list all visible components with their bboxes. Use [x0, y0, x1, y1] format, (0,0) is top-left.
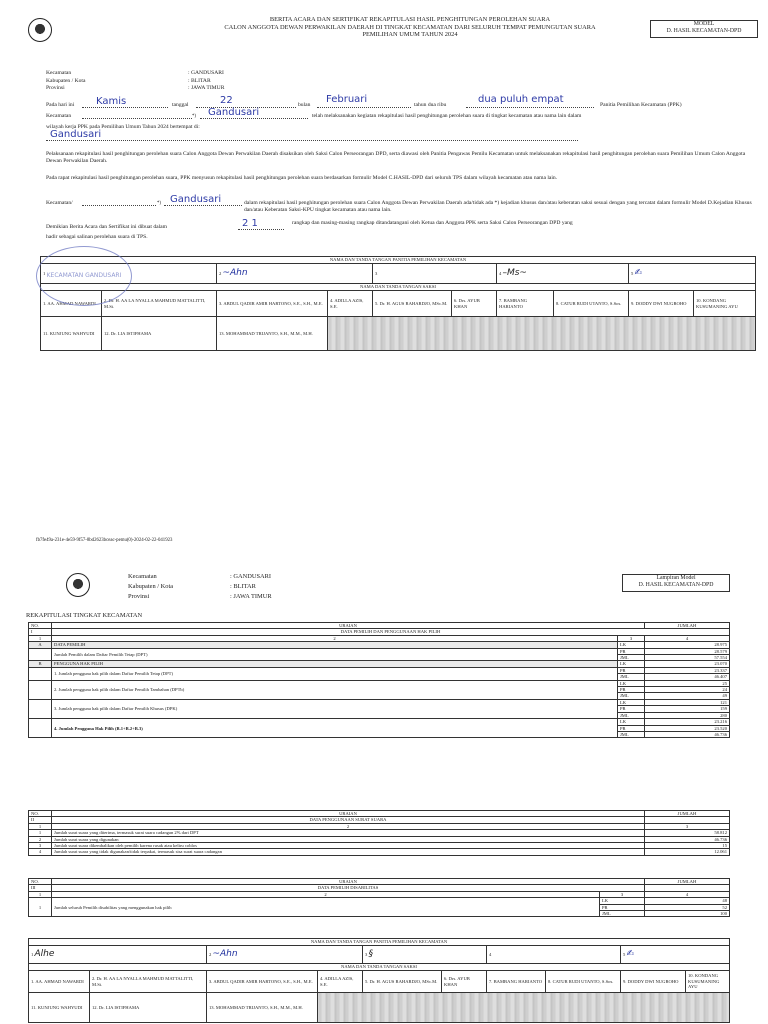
ppk-signature-3-p2: §: [368, 948, 373, 959]
kecamatan-line-2: [200, 118, 308, 119]
p4-text-2: dalam rekapitulasi hasil penghitungan perolehan suara Calon Anggota Dewan Perwakilan Daerah ada/tidak ada *) kejadian khusus dan/atau keberatan saksi sesuai dengan yang tercatat dalam formulir Model D.Kejadian Khusus dan/atau Keberatan Saksi-KPU tingkat kecamatan atau nama lain.: [244, 200, 752, 213]
model-line-1: MODEL: [693, 21, 715, 27]
p5-text-2: rangkap dan masing-masing rangkap ditandatangani oleh Ketua dan Anggota PPK serta Saksi Calon Perseorangan DPD yang: [292, 220, 573, 226]
saksi-13-p2: 13. MOHAMMAD TRIJANTO, S.H., M.M., M.H.: [207, 993, 318, 1023]
t1-row-b4-blank: [29, 719, 52, 738]
t2-header-sub: DATA PENGGUNAAN SURAT SUARA: [52, 817, 645, 823]
title-line-1: BERITA ACARA DAN SERTIFIKAT REKAPITULASI HASIL PENGHITUNGAN PEROLEHAN SUARA: [269, 16, 551, 23]
p1-text-2: tanggal: [172, 102, 189, 108]
p1-text-3: bulan: [298, 102, 311, 108]
saksi-11: 11. KUNJUNG WAHYUDI: [41, 317, 102, 351]
saksi-2: 2. Dr. H. AA LA NYALLA MAHMUD MATTALITTI, M.Si.: [102, 291, 217, 317]
saksi-1-p2: 1. AA. AHMAD NAWARDI: [29, 971, 90, 993]
t3-lk-value: 48: [645, 898, 730, 904]
t3-colnum-4: 4: [645, 891, 730, 897]
saksi-8: 8. CATUR RUDI UTANTO, S.Sos.: [554, 291, 629, 317]
p1-text-7: telah melaksanakan kegiatan rekapitulasi hasil penghitungan perolehan suara di tingkat kecamatan atau nama lain dalam: [312, 113, 582, 119]
t2-colnum-3: 3: [645, 823, 730, 829]
tempat-line: [46, 140, 578, 141]
kecamatan-value: : GANDUSARI: [188, 70, 224, 76]
model-line-2: D. HASIL KECAMATAN-DPD: [666, 28, 742, 34]
t3-header-sub: DATA PEMILIH DISABILITAS: [52, 885, 645, 891]
document-title: [170, 16, 650, 39]
t1-row-b3-jml-label: JML: [618, 712, 645, 718]
ppk-slot-4-p2: [487, 946, 621, 964]
t1-row-b4-lk-label: LK: [618, 719, 645, 725]
t1-row-b1-lk-label: LK: [618, 661, 645, 667]
t1-colnum-4: 4: [645, 635, 730, 641]
kabupaten-value: : BLITAR: [188, 77, 211, 84]
t1-row-b1-lk-value: 23.070: [645, 661, 730, 667]
kpu-logo: [28, 18, 52, 42]
tahun-handwritten: dua puluh empat: [478, 94, 564, 105]
t1-row-b1-pr-value: 23.337: [645, 667, 730, 673]
p4-kecamatan-handwritten: Gandusari: [170, 194, 222, 205]
table-disabilitas: [28, 878, 730, 917]
redacted-area-page1: [328, 317, 756, 351]
ppk-slot-5-num-p2: 5: [623, 951, 626, 957]
title-line-2: CALON ANGGOTA DEWAN PERWAKILAN DAERAH DI TINGKAT KECAMATAN DARI SELURUH TEMPAT PEMUNGUTAN SUARA: [224, 23, 596, 31]
saksi-6: 6. Drs. AYUB KHAN: [452, 291, 497, 317]
provinsi-label-p2: Provinsi: [128, 593, 150, 600]
saksi-12: 12. Dr. LIA ISTIFHAMA: [102, 317, 217, 351]
p4-text-1: Kecamatan/: [46, 200, 73, 206]
t1-row-b4-pr-value: 23.520: [645, 725, 730, 731]
t1-colnum-2: 2: [52, 635, 618, 641]
t1-row-b1-item: 1. Jumlah pengguna hak pilih dalam Daftar Pemilih Tetap (DPT): [52, 667, 618, 680]
t2-row-1-no: 1: [29, 830, 52, 836]
t1-row-a-blank: [29, 648, 52, 661]
ppk-slot-2-num: 2: [219, 270, 222, 276]
saksi-11-p2: 11. KUNJUNG WAHYUDI: [29, 993, 90, 1023]
t2-row-4-value: 12.061: [645, 849, 730, 855]
kecamatan-label-p2: Kecamatan: [128, 573, 157, 580]
provinsi-value-p2: : JAWA TIMUR: [230, 593, 272, 600]
document-id: fb7fe49a-231e-4e59-9f57-8bd2623bceac-pemu(0)-2024-02-22-041923: [36, 538, 173, 543]
ppk-slot-5-num: 5: [631, 270, 634, 276]
ppk-title: NAMA DAN TANDA TANGAN PANITIA PEMILIHAN KECAMATAN: [41, 257, 756, 264]
tanggal-handwritten: 22: [220, 95, 233, 106]
p4-line-2: [164, 205, 242, 206]
tempat-handwritten: Gandusari: [50, 129, 102, 140]
t3-colnum-1: 1: [29, 891, 52, 897]
kecamatan-handwritten: Gandusari: [208, 107, 260, 118]
signature-table-page2: [28, 938, 730, 1023]
t2-roman: II: [29, 817, 52, 823]
p4-line-1: [82, 205, 156, 206]
t1-row-b2-jml-label: JML: [618, 693, 645, 699]
saksi-8-p2: 8. CATUR RUDI UTANTO, S.Sos.: [546, 971, 621, 993]
t1-row-a-jml-value: 57.554: [645, 655, 730, 661]
t1-row-a-lk-value: 28.975: [645, 642, 730, 648]
t3-header-no: NO.: [29, 879, 52, 885]
saksi-5: 5. Dr. H. AGUS RAHARDJO, MSc.M.: [373, 291, 452, 317]
t3-colnum-3: 3: [600, 891, 645, 897]
ppk-slot-2: [217, 264, 373, 284]
signature-table-page1: [40, 256, 756, 351]
t3-header-jumlah: JUMLAH: [645, 879, 730, 885]
paragraph-3: Pada rapat rekapitulasi hasil penghitungan perolehan suara, PPK menyusun rekapitulasi hasil penghitungan perolehan suara berdasarkan formulir Model C.HASIL-DPD dari seluruh TPS dalam wilayah kecamatan atau nama lain.: [46, 175, 558, 181]
t2-row-2-no: 2: [29, 836, 52, 842]
t1-row-b-no: B: [29, 661, 52, 667]
saksi-6-p2: 6. Drs. AYUB KHAN: [442, 971, 487, 993]
rangkap-handwritten: 2 1: [242, 218, 258, 229]
t2-header-jumlah: JUMLAH: [645, 811, 730, 817]
p1-text-8: wilayah kerja PPK pada Pemilihan Umum Tahun 2024 bertempat di:: [46, 124, 200, 130]
saksi-10: 10. KONDANG KUSUMANING AYU: [694, 291, 756, 317]
t1-row-b2-jml-value: 49: [645, 693, 730, 699]
t1-row-b4-pr-label: PR: [618, 725, 645, 731]
saksi-7: 7. BAMBANG HARIANTO: [497, 291, 554, 317]
t1-row-b1-blank: [29, 667, 52, 680]
kecamatan-line-1: [82, 118, 192, 119]
ppk-signature-2: ~Ahn: [222, 267, 248, 278]
ppk-slot-1-num: 1: [43, 270, 46, 276]
t1-header-jumlah: JUMLAH: [645, 623, 730, 629]
t1-row-a-jml-label: JML: [618, 655, 645, 661]
p1-text-4: tahun dua ribu: [414, 102, 447, 108]
ppk-slot-3-p2: [363, 946, 487, 964]
saksi-9-p2: 9. DODDY DWI NUGROHO: [621, 971, 686, 993]
saksi-2-p2: 2. Dr. H. AA LA NYALLA MAHMUD MATTALITTI, M.Si.: [90, 971, 207, 993]
t1-row-a-pr-label: PR: [618, 648, 645, 654]
t3-lk-label: LK: [600, 898, 645, 904]
p1-text-6: Kecamatan: [46, 113, 72, 119]
ppk-slot-2-num-p2: 2: [209, 951, 212, 957]
kpu-logo-page2: [66, 573, 90, 597]
t1-colnum-1: 1: [29, 635, 52, 641]
t1-row-b3-lk-label: LK: [618, 699, 645, 705]
provinsi-label: Provinsi: [46, 85, 65, 91]
p5-text-3: hadir sebagai salinan perolehan suara di TPS.: [46, 234, 148, 240]
t3-row-label: Jumlah seluruh Pemilih disabilitas yang menggunakan hak pilih: [52, 898, 600, 917]
t3-jml-label: JML: [600, 911, 645, 917]
t1-row-b2-blank: [29, 680, 52, 699]
kabupaten-value-p2: : BLITAR: [230, 583, 256, 590]
t2-header-uraian: URAIAN: [52, 811, 645, 817]
ppk-slot-5-p2: [621, 946, 730, 964]
t1-row-b4-jml-value: 46.736: [645, 731, 730, 737]
t1-row-b2-item: 2. Jumlah pengguna hak pilih dalam Daftar Pemilih Tambahan (DPTb): [52, 680, 618, 699]
lampiran-label: [622, 574, 730, 592]
t3-roman: III: [29, 885, 52, 891]
p5-text-1: Demikian Berita Acara dan Sertifikat ini dibuat dalam: [46, 224, 168, 230]
t1-row-b2-lk-value: 25: [645, 680, 730, 686]
ppk-signature-2-p2: ~Ahn: [212, 948, 238, 959]
saksi-4: 4. ADILLA AZIS, S.E.: [328, 291, 373, 317]
t1-header-no: NO.: [29, 623, 52, 629]
saksi-1: 1. AA. AHMAD NAWARDI: [41, 291, 102, 317]
kabupaten-label: Kabupaten / Kota: [46, 77, 86, 84]
bulan-line: [317, 107, 411, 108]
t2-row-3-label: Jumlah surat suara dikembalikan oleh pemilih karena rusak atau keliru coblos: [52, 843, 645, 849]
saksi-title-p2: NAMA DAN TANDA TANGAN SAKSI: [29, 964, 730, 971]
t1-row-b3-pr-value: 159: [645, 706, 730, 712]
bulan-handwritten: Februari: [326, 94, 368, 105]
ppk-signature-5: ✍: [634, 267, 642, 278]
lampiran-line-2: D. HASIL KECAMATAN-DPD: [638, 582, 714, 588]
t3-colnum-2: 2: [52, 891, 600, 897]
t2-row-4-label: Jumlah surat suara yang tidak digunakan/tidak terpakai, termasuk sisa surat suara cadangan: [52, 849, 645, 855]
t3-jml-value: 100: [645, 911, 730, 917]
kecamatan-value-p2: : GANDUSARI: [230, 573, 272, 580]
ppk-slot-3-num-p2: 3: [365, 951, 368, 957]
ppk-signature-5-p2: ✍: [626, 948, 634, 959]
t3-pr-label: PR: [600, 904, 645, 910]
p4-footnote: *): [157, 201, 161, 206]
ppk-slot-2-p2: [207, 946, 363, 964]
ppk-slot-5: [629, 264, 756, 284]
ppk-slot-3-num: 3: [375, 270, 378, 276]
model-label: [650, 20, 758, 38]
t1-row-b3-blank: [29, 699, 52, 718]
ppk-slot-1-num-p2: 1: [31, 951, 34, 957]
location-block-page2: [128, 572, 358, 602]
lampiran-line-1: Lampiran Model: [656, 575, 696, 581]
title-line-3: PEMILIHAN UMUM TAHUN 2024: [362, 31, 458, 39]
ppk-signature-1-p2: Alhe: [34, 948, 55, 959]
official-stamp: KECAMATAN GANDUSARI: [36, 246, 132, 306]
saksi-3-p2: 3. ABDUL QADIR AMIR HARTONO, S.E., S.H., M.E.: [207, 971, 318, 993]
t2-row-2-value: 46.736: [645, 836, 730, 842]
t1-row-b2-pr-value: 24: [645, 687, 730, 693]
kecamatan-label: Kecamatan: [46, 70, 72, 76]
paragraph-2: Pelaksanaan rekapitulasi hasil penghitungan perolehan suara Calon Anggota Dewan Perwakilan Daerah disaksikan oleh Saksi Calon Perseorangan DPD, serta diawasi oleh Panitia Pengawas Pemilu Kecamatan untuk melaksanakan rekapitulasi hasil penghitungan perolehan suara Pemilihan Umum Calon Anggota Dewan Perwakilan Daerah.: [46, 151, 746, 164]
t1-row-b3-pr-label: PR: [618, 706, 645, 712]
t3-pr-value: 52: [645, 904, 730, 910]
t1-header-uraian: URAIAN: [52, 623, 645, 629]
ppk-slot-3: [373, 264, 497, 284]
t3-header-uraian: URAIAN: [52, 879, 645, 885]
saksi-13: 13. MOHAMMAD TRIJANTO, S.H., M.M., M.H.: [217, 317, 328, 351]
t2-row-4-no: 4: [29, 849, 52, 855]
provinsi-value: : JAWA TIMUR: [188, 85, 225, 91]
t1-row-b1-pr-label: PR: [618, 667, 645, 673]
hari-line: [82, 107, 168, 108]
saksi-7-p2: 7. BAMBANG HARIANTO: [487, 971, 546, 993]
t2-row-1-value: 58.812: [645, 830, 730, 836]
t2-row-2-label: Jumlah surat suara yang digunakan: [52, 836, 645, 842]
t2-colnum-2: 2: [52, 823, 645, 829]
t2-row-3-no: 3: [29, 843, 52, 849]
t2-row-3-value: 15: [645, 843, 730, 849]
section-title: REKAPITULASI TINGKAT KECAMATAN: [26, 612, 143, 619]
redacted-area-page2: [318, 993, 730, 1023]
t1-row-b-label: PENGGUNA HAK PILIH: [52, 661, 618, 667]
hari-handwritten: Kamis: [96, 96, 127, 107]
ppk-signature-4: –Ms~: [502, 267, 527, 278]
t3-row-no: 1: [29, 898, 52, 917]
t1-row-b4-jml-label: JML: [618, 731, 645, 737]
t1-colnum-3: 3: [618, 635, 645, 641]
saksi-3: 3. ABDUL QADIR AMIR HARTONO, S.E., S.H., M.E.: [217, 291, 328, 317]
saksi-9: 9. DODDY DWI NUGROHO: [629, 291, 694, 317]
ppk-title-p2: NAMA DAN TANDA TANGAN PANITIA PEMILIHAN KECAMATAN: [29, 939, 730, 946]
t1-header-sub: DATA PEMILIH DAN PENGGUNAAN HAK PILIH: [52, 629, 730, 635]
t1-row-a-lk-label: LK: [618, 642, 645, 648]
t1-row-b4-lk-value: 23.216: [645, 719, 730, 725]
table-data-pemilih: [28, 622, 730, 738]
t2-row-1-label: Jumlah surat suara yang diterima, termasuk surat suara cadangan 2% dari DPT: [52, 830, 645, 836]
kabupaten-label-p2: Kabupaten / Kota: [128, 583, 174, 590]
rangkap-line: [238, 229, 284, 230]
tahun-line: [466, 107, 594, 108]
p1-text-5: Panitia Pemilihan Kecamatan (PPK): [600, 102, 682, 108]
t1-row-b3-jml-value: 280: [645, 712, 730, 718]
t1-row-b3-item: 3. Jumlah pengguna hak pilih dalam Daftar Pemilih Khusus (DPK): [52, 699, 618, 718]
t1-row-a-no: A: [29, 642, 52, 648]
saksi-5-p2: 5. Dr. H. AGUS RAHARDJO, MSc.M.: [363, 971, 442, 993]
table-surat-suara: [28, 810, 730, 856]
t1-row-b1-jml-value: 46.407: [645, 674, 730, 680]
ppk-slot-1-p2: [29, 946, 207, 964]
ppk-slot-4-num-p2: 4: [489, 951, 492, 957]
saksi-title: NAMA DAN TANDA TANGAN SAKSI: [41, 284, 756, 291]
ppk-slot-4: [497, 264, 629, 284]
saksi-4-p2: 4. ADILLA AZIS, S.E.: [318, 971, 363, 993]
t1-row-a-item: Jumlah Pemilih dalam Daftar Pemilih Tetap (DPT): [52, 648, 618, 661]
location-block: [46, 70, 266, 93]
footnote-mark: *): [192, 114, 196, 119]
t1-row-b3-lk-value: 121: [645, 699, 730, 705]
ppk-slot-4-num: 4: [499, 270, 502, 276]
saksi-10-p2: 10. KONDANG KUSUMANING AYU: [686, 971, 730, 993]
t1-row-b1-jml-label: JML: [618, 674, 645, 680]
saksi-12-p2: 12. Dr. LIA ISTIFHAMA: [90, 993, 207, 1023]
t1-row-b4-item: 4. Jumlah Pengguna Hak Pilih (B.1+B.2+B.3): [52, 719, 618, 738]
t2-header-no: NO.: [29, 811, 52, 817]
t1-header-no-roman: I: [29, 629, 52, 635]
p1-text-1: Pada hari ini: [46, 102, 75, 108]
t1-row-a-pr-value: 28.579: [645, 648, 730, 654]
t1-row-b2-pr-label: PR: [618, 687, 645, 693]
t2-colnum-1: 1: [29, 823, 52, 829]
t1-row-a-label: DATA PEMILIH: [52, 642, 618, 648]
t1-row-b2-lk-label: LK: [618, 680, 645, 686]
